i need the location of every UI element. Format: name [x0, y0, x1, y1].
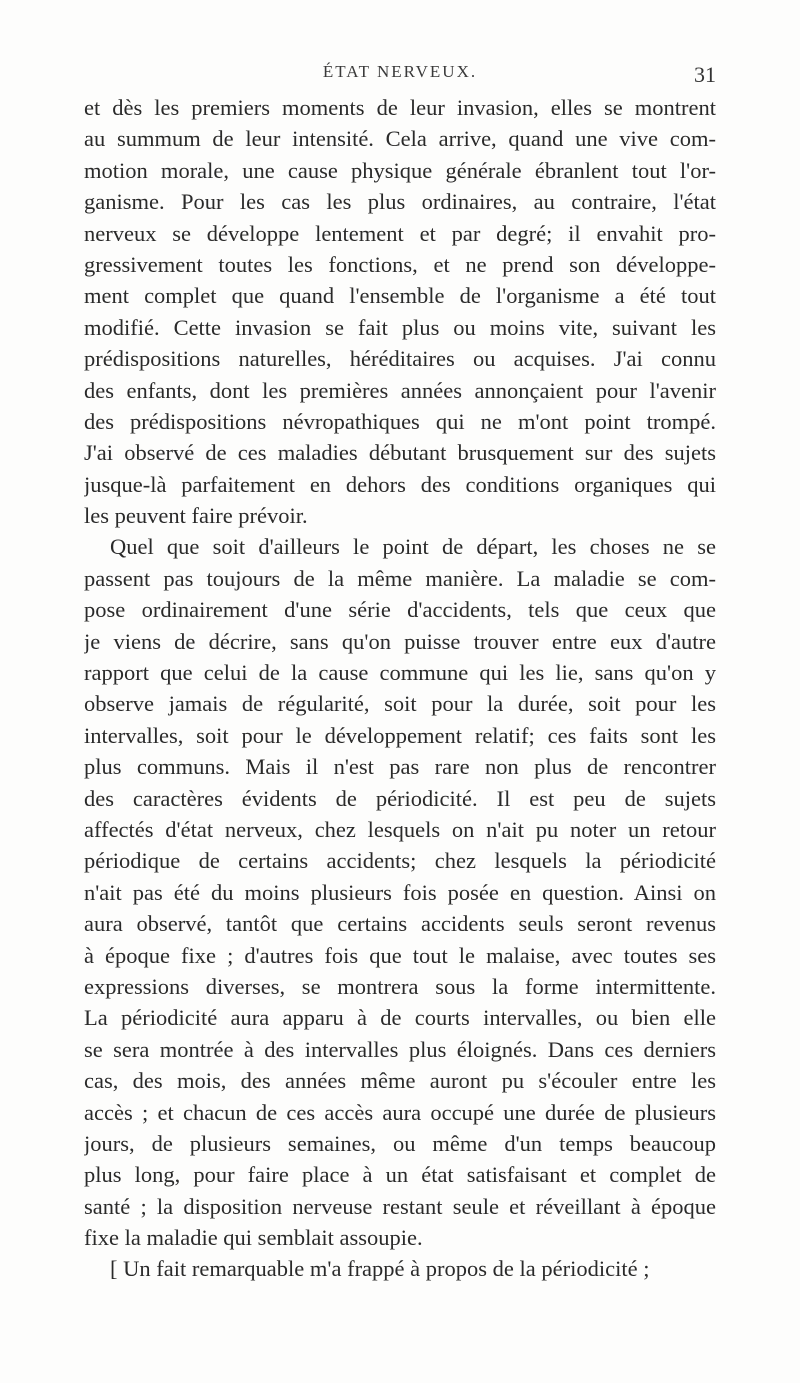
text-line: au summum de leur intensité. Cela arrive, quand une vive com- — [84, 126, 716, 152]
text-line: pose ordinairement d'une série d'accidents, tels que ceux que — [84, 597, 716, 623]
text-line: plus communs. Mais il n'est pas rare non plus de rencontrer — [84, 754, 716, 780]
text-line: et dès les premiers moments de leur invasion, elles se montrent — [84, 95, 716, 120]
body-text — [84, 92, 716, 1285]
paragraph-end-line: fixe la maladie qui semblait assoupie. — [84, 1225, 423, 1251]
text-line: passent pas toujours de la même manière. La maladie se com- — [84, 565, 716, 591]
text-line: aura observé, tantôt que certains accidents seuls seront revenus — [84, 911, 716, 937]
text-line: jusque-là parfaitement en dehors des conditions organiques qui — [84, 471, 716, 497]
text-line: affectés d'état nerveux, chez lesquels on n'ait pu noter un retour — [84, 816, 716, 842]
text-line: santé ; la disposition nerveuse restant seule et réveillant à époque — [84, 1193, 716, 1219]
text-line: se sera montrée à des intervalles plus éloignés. Dans ces derniers — [84, 1036, 716, 1062]
text-line: jours, de plusieurs semaines, ou même d'un temps beaucoup — [84, 1130, 716, 1156]
text-line: intervalles, soit pour le développement relatif; ces faits sont les — [84, 722, 716, 748]
text-line: je viens de décrire, sans qu'on puisse trouver entre eux d'autre — [84, 628, 716, 654]
text-line: modifié. Cette invasion se fait plus ou moins vite, suivant les — [84, 314, 716, 340]
text-line: n'ait pas été du moins plusieurs fois posée en question. Ainsi on — [84, 879, 716, 905]
text-line: cas, des mois, des années même auront pu s'écouler entre les — [84, 1068, 716, 1094]
paragraph-end-line: les peuvent faire prévoir. — [84, 503, 308, 529]
text-line: observe jamais de régularité, soit pour la durée, soit pour les — [84, 691, 716, 717]
text-line: prédispositions naturelles, héréditaires ou acquises. J'ai connu — [84, 346, 716, 372]
text-line: ganisme. Pour les cas les plus ordinaires, au contraire, l'état — [84, 189, 716, 215]
text-line: rapport que celui de la cause commune qui les lie, sans qu'on y — [84, 660, 716, 686]
text-line: gressivement toutes les fonctions, et ne prend son développe- — [84, 251, 716, 277]
text-line: des prédispositions névropathiques qui ne m'ont point trompé. — [84, 408, 716, 434]
running-head — [84, 62, 716, 90]
text-line: expressions diverses, se montrera sous la forme intermittente. — [84, 973, 716, 999]
text-line: nerveux se développe lentement et par degré; il envahit pro- — [84, 220, 716, 246]
paragraph-start-line: Quel que soit d'ailleurs le point de départ, les choses ne se — [110, 534, 716, 560]
text-line: ment complet que quand l'ensemble de l'organisme a été tout — [84, 283, 716, 309]
text-line: accès ; et chacun de ces accès aura occupé une durée de plusieurs — [84, 1099, 716, 1125]
text-line: J'ai observé de ces maladies débutant brusquement sur des sujets — [84, 440, 716, 466]
paragraph-start-line: [ Un fait remarquable m'a frappé à propos de la périodicité ; — [110, 1256, 650, 1282]
text-line: à époque fixe ; d'autres fois que tout le malaise, avec toutes ses — [84, 942, 716, 968]
text-line: plus long, pour faire place à un état satisfaisant et complet de — [84, 1162, 716, 1188]
text-line: La périodicité aura apparu à de courts intervalles, ou bien elle — [84, 1005, 716, 1031]
page-number: 31 — [694, 62, 716, 87]
text-line: motion morale, une cause physique générale ébranlent tout l'or- — [84, 157, 716, 183]
text-line: périodique de certains accidents; chez lesquels la périodicité — [84, 848, 716, 874]
text-line: des caractères évidents de périodicité. Il est peu de sujets — [84, 785, 716, 811]
text-line: des enfants, dont les premières années annonçaient pour l'avenir — [84, 377, 716, 403]
running-title: ÉTAT NERVEUX. — [322, 62, 478, 81]
